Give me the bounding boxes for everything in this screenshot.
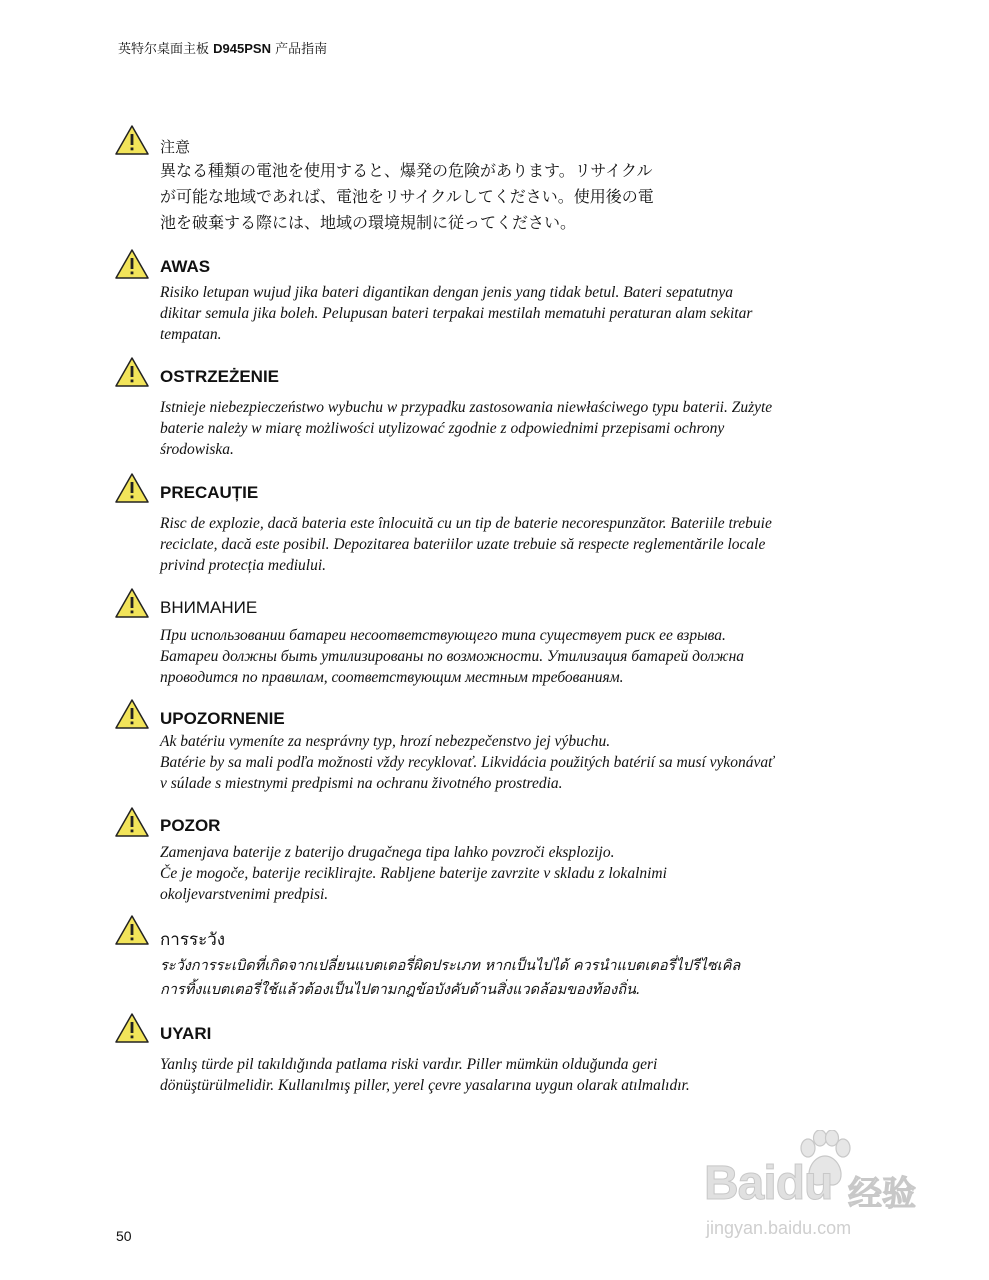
warning-line: проводится по правилам, соответствующим местным требованиям.: [160, 669, 624, 686]
warning-line: środowiska.: [160, 441, 234, 458]
header-suffix: 产品指南: [275, 42, 328, 57]
warning-line: Ak batériu vymeníte za nesprávny typ, hrozí nebezpečenstvo jej výbuchu.: [160, 733, 611, 750]
warning-line: การทิ้งแบตเตอรี่ใช้แล้วต้องเป็นไปตามกฎข้อบังคับด้านสิ่งแวดล้อมของท้องถิ่น.: [160, 982, 641, 998]
warning-title: 注意: [160, 138, 191, 156]
warning-line: baterie należy w miarę możliwości utylizować zgodnie z odpowiednimi przepisami ochrony: [160, 420, 725, 437]
warning-triangle-icon: [114, 806, 150, 838]
warning-line: Če je mogoče, baterije reciklirajte. Rabljene baterije zavrzite v skladu z lokalnimi: [160, 865, 667, 882]
warning-title: PRECAUȚIE: [160, 483, 259, 502]
warning-line: v súlade s miestnymi predpismi na ochranu životného prostredia.: [160, 775, 563, 792]
warning-title: ВНИМАНИЕ: [160, 598, 258, 617]
warning-line: 池を破棄する際には、地域の環境規制に従ってください。: [160, 213, 577, 232]
running-header: [118, 38, 327, 57]
warning-title: AWAS: [160, 257, 211, 276]
warning-triangle-icon: [114, 248, 150, 280]
baidu-watermark: [700, 1130, 940, 1250]
watermark-brand: Baidu: [704, 1157, 833, 1210]
warning-body: [160, 158, 720, 236]
warning-body: [160, 842, 880, 905]
warning-line: Risc de explozie, dacă bateria este înlocuită cu un tip de baterie necorespunzător. Bateriile trebuie: [160, 515, 772, 532]
warning-line: dönüştürülmelidir. Kullanılmış piller, yerel çevre yasalarına uygun olarak atılmalıdır.: [160, 1077, 690, 1094]
warning-line: Risiko letupan wujud jika bateri digantikan dengan jenis yang tidak betul. Bateri sepatutnya: [160, 284, 733, 301]
warning-line: dikitar semula jika boleh. Pelupusan bateri terpakai mestilah mematuhi peraturan alam sekitar: [160, 305, 753, 322]
warning-line: reciclate, dacă este posibil. Depozitarea bateriilor uzate trebuie să respecte reglementările locale: [160, 536, 766, 553]
warning-line: okoljevarstvenimi predpisi.: [160, 886, 329, 903]
warning-triangle-icon: [114, 1012, 150, 1044]
warning-line: Батареи должны быть утилизированы по возможности. Утилизация батарей должна: [160, 648, 745, 665]
warning-title: OSTRZEŻENIE: [160, 367, 280, 386]
watermark-cn: 经验: [848, 1174, 916, 1214]
warning-body: [160, 1054, 880, 1096]
watermark-url: jingyan.baidu.com: [706, 1218, 852, 1238]
warning-line: Batérie by sa mali podľa možnosti vždy recyklovať. Likvidácia použitých batérií sa musí vykonávať: [160, 754, 774, 771]
warning-line: tempatan.: [160, 326, 222, 343]
warning-line: Yanlış türde pil takıldığında patlama riski vardır. Piller mümkün olduğunda geri: [160, 1056, 658, 1073]
warning-line: Istnieje niebezpieczeństwo wybuchu w przypadku zastosowania niewłaściwego typu baterii. Zużyte: [160, 399, 773, 416]
warning-triangle-icon: [114, 698, 150, 730]
warning-triangle-icon: [114, 124, 150, 156]
warning-body: [160, 282, 880, 345]
warning-body: [160, 513, 880, 576]
warning-triangle-icon: [114, 587, 150, 619]
header-model: D945PSN: [213, 41, 271, 56]
page-number: 50: [116, 1228, 132, 1244]
warning-body: [160, 397, 880, 460]
warning-title: UYARI: [160, 1024, 212, 1043]
warning-title: การระวัง: [160, 930, 226, 949]
warning-title: UPOZORNENIE: [160, 709, 285, 728]
warning-triangle-icon: [114, 472, 150, 504]
warning-line: ระวังการระเบิดที่เกิดจากเปลี่ยนแบตเตอรี่ผิดประเภท หากเป็นไปได้ ควรนำแบตเตอรี่ไปรีไซเคิล: [160, 958, 741, 974]
warning-line: При использовании батареи несоответствующего типа существует риск ее взрыва.: [160, 627, 726, 644]
warning-body: [160, 731, 880, 794]
warning-body: [160, 954, 860, 1002]
warning-line: が可能な地域であれば、電池をリサイクルしてください。使用後の電: [160, 187, 654, 206]
warning-line: Zamenjava baterije z baterijo drugačnega tipa lahko povzroči eksplozijo.: [160, 844, 615, 861]
warning-triangle-icon: [114, 914, 150, 946]
warning-triangle-icon: [114, 356, 150, 388]
warning-line: 異なる種類の電池を使用すると、爆発の危険があります。リサイクル: [160, 161, 653, 180]
warning-line: privind protecția mediului.: [160, 557, 327, 574]
warning-title: POZOR: [160, 816, 221, 835]
header-prefix: 英特尔桌面主板: [118, 42, 210, 57]
warning-body: [160, 625, 880, 688]
